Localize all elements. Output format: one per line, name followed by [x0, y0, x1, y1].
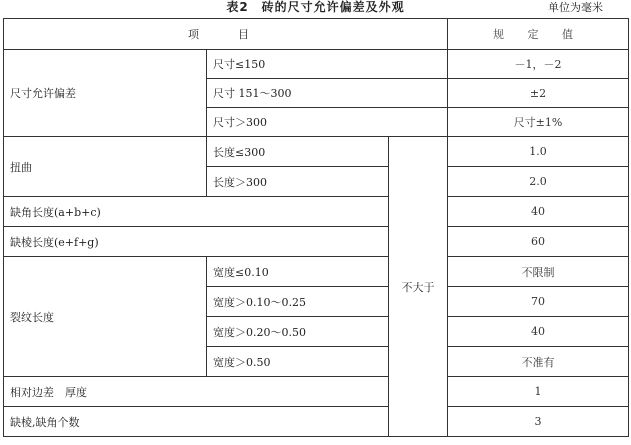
value-cell: 70 — [448, 287, 629, 317]
condition-cell: 宽度＞0.20～0.50 — [207, 317, 389, 347]
value-cell: ±2 — [448, 79, 629, 108]
table-row — [4, 407, 629, 437]
value-cell: 2.0 — [448, 167, 629, 197]
condition-cell: 长度≤300 — [207, 137, 389, 167]
value-cell: 尺寸±1% — [448, 108, 629, 137]
condition-cell: 宽度＞0.10～0.25 — [207, 287, 389, 317]
group-label-corner: 缺角长度(a+b+c) — [4, 197, 389, 227]
table-row — [4, 137, 629, 167]
table-row — [4, 50, 629, 79]
condition-cell: 尺寸＞300 — [207, 108, 448, 137]
condition-cell: 长度＞300 — [207, 167, 389, 197]
table-row — [4, 257, 629, 287]
group-label-size: 尺寸允许偏差 — [4, 50, 207, 137]
value-cell: －1，－2 — [448, 50, 629, 79]
value-cell: 40 — [448, 197, 629, 227]
header-item: 项 目 — [4, 19, 448, 50]
table-row — [4, 227, 629, 257]
table-caption — [0, 0, 631, 18]
group-label-edge-diff: 相对边差 厚度 — [4, 377, 389, 407]
value-cell: 3 — [448, 407, 629, 437]
condition-cell: 宽度＞0.50 — [207, 347, 389, 377]
table-title: 表2 砖的尺寸允许偏差及外观 — [226, 0, 405, 14]
value-cell: 不限制 — [448, 257, 629, 287]
value-cell: 40 — [448, 317, 629, 347]
group-label-warp: 扭曲 — [4, 137, 207, 197]
value-cell: 1.0 — [448, 137, 629, 167]
specification-table — [3, 18, 629, 437]
condition-cell: 尺寸 151～300 — [207, 79, 448, 108]
group-label-count: 缺棱,缺角个数 — [4, 407, 389, 437]
group-label-crack: 裂纹长度 — [4, 257, 207, 377]
header-row — [4, 19, 629, 50]
unit-note: 单位为毫米 — [548, 1, 603, 14]
value-cell: 不准有 — [448, 347, 629, 377]
condition-cell: 尺寸≤150 — [207, 50, 448, 79]
value-cell: 60 — [448, 227, 629, 257]
header-value: 规 定 值 — [448, 19, 629, 50]
table-row — [4, 377, 629, 407]
condition-cell: 宽度≤0.10 — [207, 257, 389, 287]
merged-not-exceeding: 不大于 — [389, 137, 448, 437]
group-label-edge: 缺棱长度(e+f+g) — [4, 227, 389, 257]
table-row — [4, 197, 629, 227]
value-cell: 1 — [448, 377, 629, 407]
